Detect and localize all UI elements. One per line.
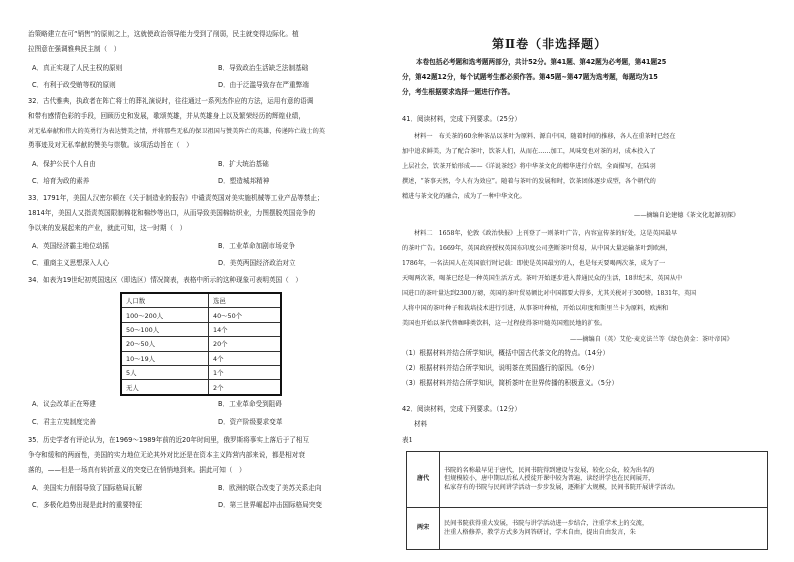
intro-line-3: 分，考生根据要求选择一题进行作答。: [402, 88, 515, 96]
q31-line-2: 拉图意在强调雅典民主制（ ）: [28, 45, 121, 53]
q41-sub-2: （2）根据材料并结合所学知识，说明茶在英国盛行的原因。（6分）: [402, 364, 599, 372]
table-cell-line: 书院的名称最早见于唐代，民间书院得到建设与发展，较化公众，较为出名的: [444, 466, 655, 474]
m1-line-2: 加中追求鲜美，为了配合茶叶，饮茶人们，从而在……加工，风味变也对茶的对，成本投入了: [402, 148, 656, 155]
table-cell: 40～50个: [209, 308, 282, 322]
q33-option-c: C．重商主义思想深入人心: [32, 259, 110, 267]
table-cell: 100～200人: [121, 308, 209, 322]
q33-line-1: 33．1791年，美国人汉密尔顿在《关于制造业的报告》中谴责英国对美实施机械等工业产品等禁止；: [28, 194, 324, 202]
q42-table: [406, 451, 768, 550]
m2-line-1: 材料二 1658年，伦敦《政治快报》上刊登了一则茶叶广告，内容宣传茶的好处，这是英国最早: [414, 230, 678, 237]
table-header-cell: 选邑: [209, 293, 282, 308]
q32-line-1: 32．古代雅典，执政者在阵亡将士的葬礼演说时，往往通过一系列杰作应的方法，运用有意的语调: [28, 97, 314, 105]
table-cell-line: 民间书院获得重大发展，书院与讲学活动进一步结合，注重学术上的交流，: [444, 519, 649, 527]
q34-option-d: D．资产阶级要求变革: [218, 418, 283, 426]
table-header-row: [121, 293, 281, 308]
q41-sub-1: （1）根据材料并结合所学知识，概括中国古代茶文化的特点。（14分）: [402, 349, 610, 357]
q33-line-3: 争以来的发展起来的产业，就此可知，这一时期（ ）: [28, 224, 187, 232]
q35-option-b: B．欧洲的联合改变了美苏关系走向: [218, 484, 322, 492]
q31-line-1: 治策略建立在可“销售”的原则之上，这就使政治领导能力受到了削弱，民主就变得边际化。植: [28, 30, 299, 38]
m1-line-5: 精进与茶文化的融合，成为了一种中华文化。: [402, 193, 526, 200]
table-row: [121, 308, 281, 322]
q42-heading: 42．阅读材料，完成下列要求。（12分）: [402, 405, 521, 413]
intro-line-2: 分，第42题12分，每个试题考生都必须作答。第45题~第47题为选考题，每题均为15: [402, 73, 658, 81]
m2-line-5: 国进口的茶叶量达到2300万磅，英国的茶叶贸易额比对中国都要大得多，尤其关税对于300镑。1831年，英国: [402, 290, 696, 297]
q32-line-2: 和带有感情色彩的手段，回顾历史和发展，歌颂英雄，并从英雄身上以及繁荣经历的辉煌业绩，: [28, 112, 305, 120]
table-row: [121, 380, 281, 395]
q32-option-b: B．扩大统治基础: [218, 160, 269, 168]
table-row-label: 两宋: [407, 508, 440, 550]
table-row: [121, 365, 281, 379]
m2-line-2: 的茶叶广告。1669年，英国政府授权英国东印度公司垄断茶叶贸易，从中国大量运输茶叶到欧洲，: [402, 245, 672, 252]
table-row: [121, 322, 281, 336]
table-cell: 14个: [209, 322, 282, 336]
q42-material-label: 材料: [414, 420, 428, 428]
table-row: [407, 508, 768, 550]
table-cell: 1个: [209, 365, 282, 379]
q32-option-c: C．培育为政的素养: [32, 177, 90, 185]
q33-option-b: B．工业革命加剧市场竞争: [218, 242, 296, 250]
table-cell: 4个: [209, 351, 282, 365]
table-header-cell: 人口数: [121, 293, 209, 308]
table-cell: 50～100人: [121, 322, 209, 336]
q31-option-d: D．由于泛滥导致存在严重弊端: [218, 81, 309, 89]
table-cell-line: 注重人格修养，教学方式多为问答研讨，学术自由，提出自由发言，朱: [444, 528, 636, 536]
q35-option-d: D．第三世界崛起冲击国际格局突变: [218, 501, 322, 509]
table-cell: [440, 508, 768, 550]
intro-line-1: 本卷包括必考题和选考题两部分，共计52分。第41题、第42题为必考题，第41题25: [416, 58, 667, 66]
q31-option-b: B．导致政治生活缺乏法制基础: [218, 64, 309, 72]
q32-line-4: 勇事迹及对无私奉献的赞美与崇敬。该项活动旨在（ ）: [28, 141, 193, 149]
q31-option-c: C．有利于政受贿等权的原则: [32, 81, 116, 89]
m1-line-4: 撰述，“茶事天然，令人有为效应”。随着与茶叶的发展和时，饮茶团体逐步成型，各个朝代的: [402, 178, 656, 185]
q32-option-d: D．塑造城邦精神: [218, 177, 270, 185]
q42-table-label: 表1: [402, 436, 413, 444]
table-row: [121, 337, 281, 351]
table-row: [121, 351, 281, 365]
table-cell: 20～50人: [121, 337, 209, 351]
q33-option-d: D．美英两国经济政治对立: [218, 259, 296, 267]
table-cell: [440, 452, 768, 508]
q35-option-c: C．多极化趋势出现是此时的重要特征: [32, 501, 143, 509]
table-cell-line: 私家存有的书院与民间讲学活动一步步发展，逐渐扩大规模，民间书院开展讲学活动。: [444, 483, 680, 491]
q35-line-2: 争夺和缓和的两面性，美国的实力地位无论其外对比还是在资本主义阵营内部来说，都是相对衰: [28, 451, 305, 459]
section-title: 第Ⅱ卷（非选择题）: [492, 37, 608, 51]
table-cell: 5人: [121, 365, 209, 379]
q35-line-1: 35．历史学者有评论认为，在1969～1989年前的近20年时间里，俄罗斯将事实上落后于了相互: [28, 436, 310, 444]
right-column: [402, 0, 774, 562]
q34-option-b: B．工业革命受到阻碍: [218, 400, 282, 408]
table-cell: 2个: [209, 380, 282, 395]
table-cell: 10～19人: [121, 351, 209, 365]
m2-line-6: 人将中国的茶叶种子和栽培技术进行引进，从事茶叶种植，开始以印度和斯里兰卡为原料，欧洲和: [402, 305, 669, 312]
table-cell: 无人: [121, 380, 209, 395]
q33-option-a: A．英国经济霸主地位动摇: [32, 242, 110, 250]
q32-line-3: 对无私奉献和伟大的英勇行为表达赞美之情，并将那些无私的保卫祖国与赞美阵亡的英雄，传递阵亡战士的英: [28, 128, 325, 135]
table-row: [407, 452, 768, 508]
m1-line-1: 材料一 布关茶的60余种茶品以茶叶为原料、源自中国，随着时间的推移，各人在重茶时已经在: [414, 133, 676, 140]
m1-line-3: 上层社会，饮茶开始形成——《详说茶经》将中华茶文化的精华进行介绍，全面描写，在陆羽: [402, 163, 656, 170]
q34-option-a: A．议会改革正在筹建: [32, 400, 96, 408]
m2-line-3: 1786年，一名法国人在英国旅行时记载：即使是英国最穷的人，也是每天要喝两次茶，成为了一: [402, 260, 666, 267]
q32-option-a: A．保护公民个人自由: [32, 160, 96, 168]
q31-option-a: A．真正实现了人民主权的原则: [32, 64, 123, 72]
q33-line-2: 1814年，美国人又指责英国限制棉花和棉纱等出口，从而导致美国棉纺织业，力图摆脱英国竞争的: [28, 209, 316, 217]
table-cell: 20个: [209, 337, 282, 351]
q34-option-c: C．君主立宪制度完善: [32, 418, 96, 426]
m1-source: ——摘编自论建德《茶文化起源初探》: [634, 212, 740, 219]
q34-table: [120, 292, 282, 396]
m2-source: ——摘编自（英）艾伦·麦克法兰等《绿色黄金：茶叶帝国》: [570, 336, 733, 343]
table-row-label: 唐代: [407, 452, 440, 508]
table-cell-line: 但规模较小，唐中期以后私人授徒开课中较为普遍，读经讲学也在民间展开，: [444, 475, 655, 483]
q41-sub-3: （3）根据材料并结合所学知识，简析茶叶在世界传播的积极意义。（5分）: [402, 379, 619, 387]
m2-line-4: 天喝两次茶，喝茶已经是一种英国生活方式。茶叶开始逐步进入普通民众的生活，18世纪末，英国从中: [402, 275, 683, 282]
q35-line-3: 落的，——但是一场真有转折意义的突变已在悄悄地到来。据此可知（ ）: [28, 466, 246, 474]
left-column: [28, 0, 408, 562]
q34-line: 34．如表为19世纪初英国选区（即选区）情况简表，表格中所示的这种现象可表明英国（ ）: [28, 276, 302, 284]
m2-line-7: 美国也开始以茶代替咖啡类饮料，这一过程使得茶叶随英国殖民地的扩张。: [402, 320, 607, 327]
q41-heading: 41．阅读材料，完成下列要求。（25分）: [402, 115, 521, 123]
q35-option-a: A．美国实力削弱导致了国际格局瓦解: [32, 484, 143, 492]
